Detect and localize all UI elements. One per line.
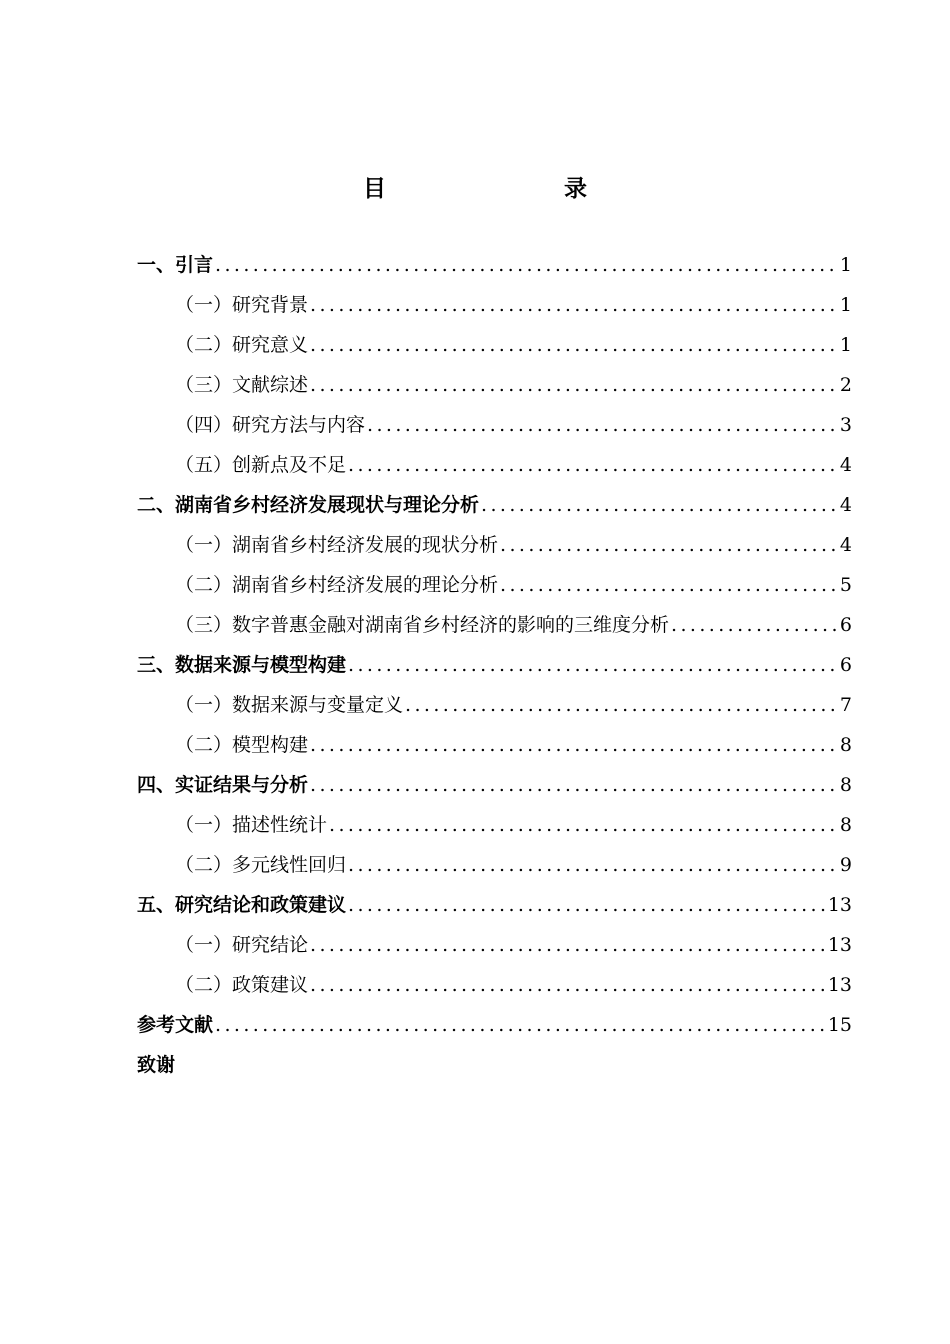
toc-entry-label: （三）文献综述 — [175, 374, 309, 396]
toc-entry-label: 参考文献 — [137, 1014, 214, 1036]
toc-entry-label: （三）数字普惠金融对湖南省乡村经济的影响的三维度分析 — [175, 614, 670, 636]
toc-page-number: 4 — [839, 494, 852, 516]
toc-page-number: 6 — [839, 654, 852, 676]
toc-section-entry[interactable] — [137, 285, 852, 325]
toc-section-entry[interactable] — [137, 525, 852, 565]
toc-dot-leader — [671, 605, 838, 645]
toc-entry-label: （一）湖南省乡村经济发展的现状分析 — [175, 534, 499, 556]
toc-chapter-entry[interactable] — [137, 645, 852, 685]
toc-chapter-entry[interactable] — [137, 765, 852, 805]
toc-section-entry[interactable] — [137, 685, 852, 725]
toc-page-number: 1 — [839, 334, 852, 356]
toc-section-entry[interactable] — [137, 445, 852, 485]
toc-chapter-entry[interactable] — [137, 1005, 852, 1045]
toc-dot-leader — [310, 365, 838, 405]
toc-dot-leader — [348, 445, 838, 485]
toc-chapter-entry[interactable] — [137, 245, 852, 285]
toc-section-entry[interactable] — [137, 725, 852, 765]
toc-entry-label: （一）描述性统计 — [175, 814, 328, 836]
toc-entry-label: （五）创新点及不足 — [175, 454, 347, 476]
toc-entry-label: （二）模型构建 — [175, 734, 309, 756]
toc-entry-label: （一）数据来源与变量定义 — [175, 694, 404, 716]
toc-dot-leader — [310, 765, 838, 805]
toc-page-number: 8 — [839, 774, 852, 796]
toc-section-entry[interactable] — [137, 925, 852, 965]
toc-page-number: 13 — [827, 894, 852, 916]
toc-page-number: 8 — [839, 814, 852, 836]
toc-page-number: 4 — [839, 534, 852, 556]
toc-entry-label: 二、湖南省乡村经济发展现状与理论分析 — [137, 494, 480, 516]
toc-page-number: 13 — [827, 934, 852, 956]
toc-dot-leader — [481, 485, 838, 525]
toc-page-number: 9 — [839, 854, 852, 876]
toc-list — [137, 245, 852, 1085]
toc-dot-leader — [310, 925, 826, 965]
toc-dot-leader — [329, 805, 838, 845]
toc-dot-leader — [310, 325, 838, 365]
toc-entry-label: （四）研究方法与内容 — [175, 414, 366, 436]
toc-dot-leader — [500, 525, 838, 565]
toc-dot-leader — [405, 685, 838, 725]
toc-page-number: 5 — [839, 574, 852, 596]
toc-page-number: 1 — [839, 254, 852, 276]
toc-page-number: 13 — [827, 974, 852, 996]
toc-dot-leader — [348, 645, 838, 685]
toc-section-entry[interactable] — [137, 365, 852, 405]
toc-dot-leader — [215, 245, 838, 285]
toc-dot-leader — [367, 405, 838, 445]
toc-entry-label: 五、研究结论和政策建议 — [137, 894, 347, 916]
toc-entry-label: （一）研究结论 — [175, 934, 309, 956]
toc-dot-leader — [310, 285, 838, 325]
toc-dot-leader — [500, 565, 838, 605]
toc-entry-label: 三、数据来源与模型构建 — [137, 654, 347, 676]
toc-section-entry[interactable] — [137, 325, 852, 365]
toc-entry-label: （二）湖南省乡村经济发展的理论分析 — [175, 574, 499, 596]
toc-page-number: 2 — [839, 374, 852, 396]
toc-section-entry[interactable] — [137, 565, 852, 605]
toc-title: 目 录 — [363, 176, 631, 202]
toc-entry-label: （一）研究背景 — [175, 294, 309, 316]
toc-section-entry[interactable] — [137, 405, 852, 445]
toc-dot-leader — [215, 1005, 826, 1045]
toc-dot-leader — [348, 845, 838, 885]
toc-page-number: 8 — [839, 734, 852, 756]
toc-section-entry[interactable] — [137, 605, 852, 645]
toc-page-number: 6 — [839, 614, 852, 636]
toc-entry-label: （二）政策建议 — [175, 974, 309, 996]
toc-section-entry[interactable] — [137, 805, 852, 845]
toc-dot-leader — [310, 725, 838, 765]
toc-dot-leader — [348, 885, 826, 925]
toc-dot-leader — [310, 965, 826, 1005]
toc-entry-label: （二）多元线性回归 — [175, 854, 347, 876]
toc-section-entry[interactable] — [137, 965, 852, 1005]
toc-chapter-entry[interactable] — [137, 1045, 852, 1085]
toc-page-number: 1 — [839, 294, 852, 316]
toc-entry-label: 致谢 — [137, 1054, 176, 1076]
toc-chapter-entry[interactable] — [137, 885, 852, 925]
toc-page-number: 7 — [839, 694, 852, 716]
toc-page-number: 4 — [839, 454, 852, 476]
toc-entry-label: （二）研究意义 — [175, 334, 309, 356]
toc-section-entry[interactable] — [137, 845, 852, 885]
toc-entry-label: 一、引言 — [137, 254, 214, 276]
toc-chapter-entry[interactable] — [137, 485, 852, 525]
toc-page-number: 15 — [827, 1014, 852, 1036]
toc-entry-label: 四、实证结果与分析 — [137, 774, 309, 796]
toc-page-number: 3 — [839, 414, 852, 436]
